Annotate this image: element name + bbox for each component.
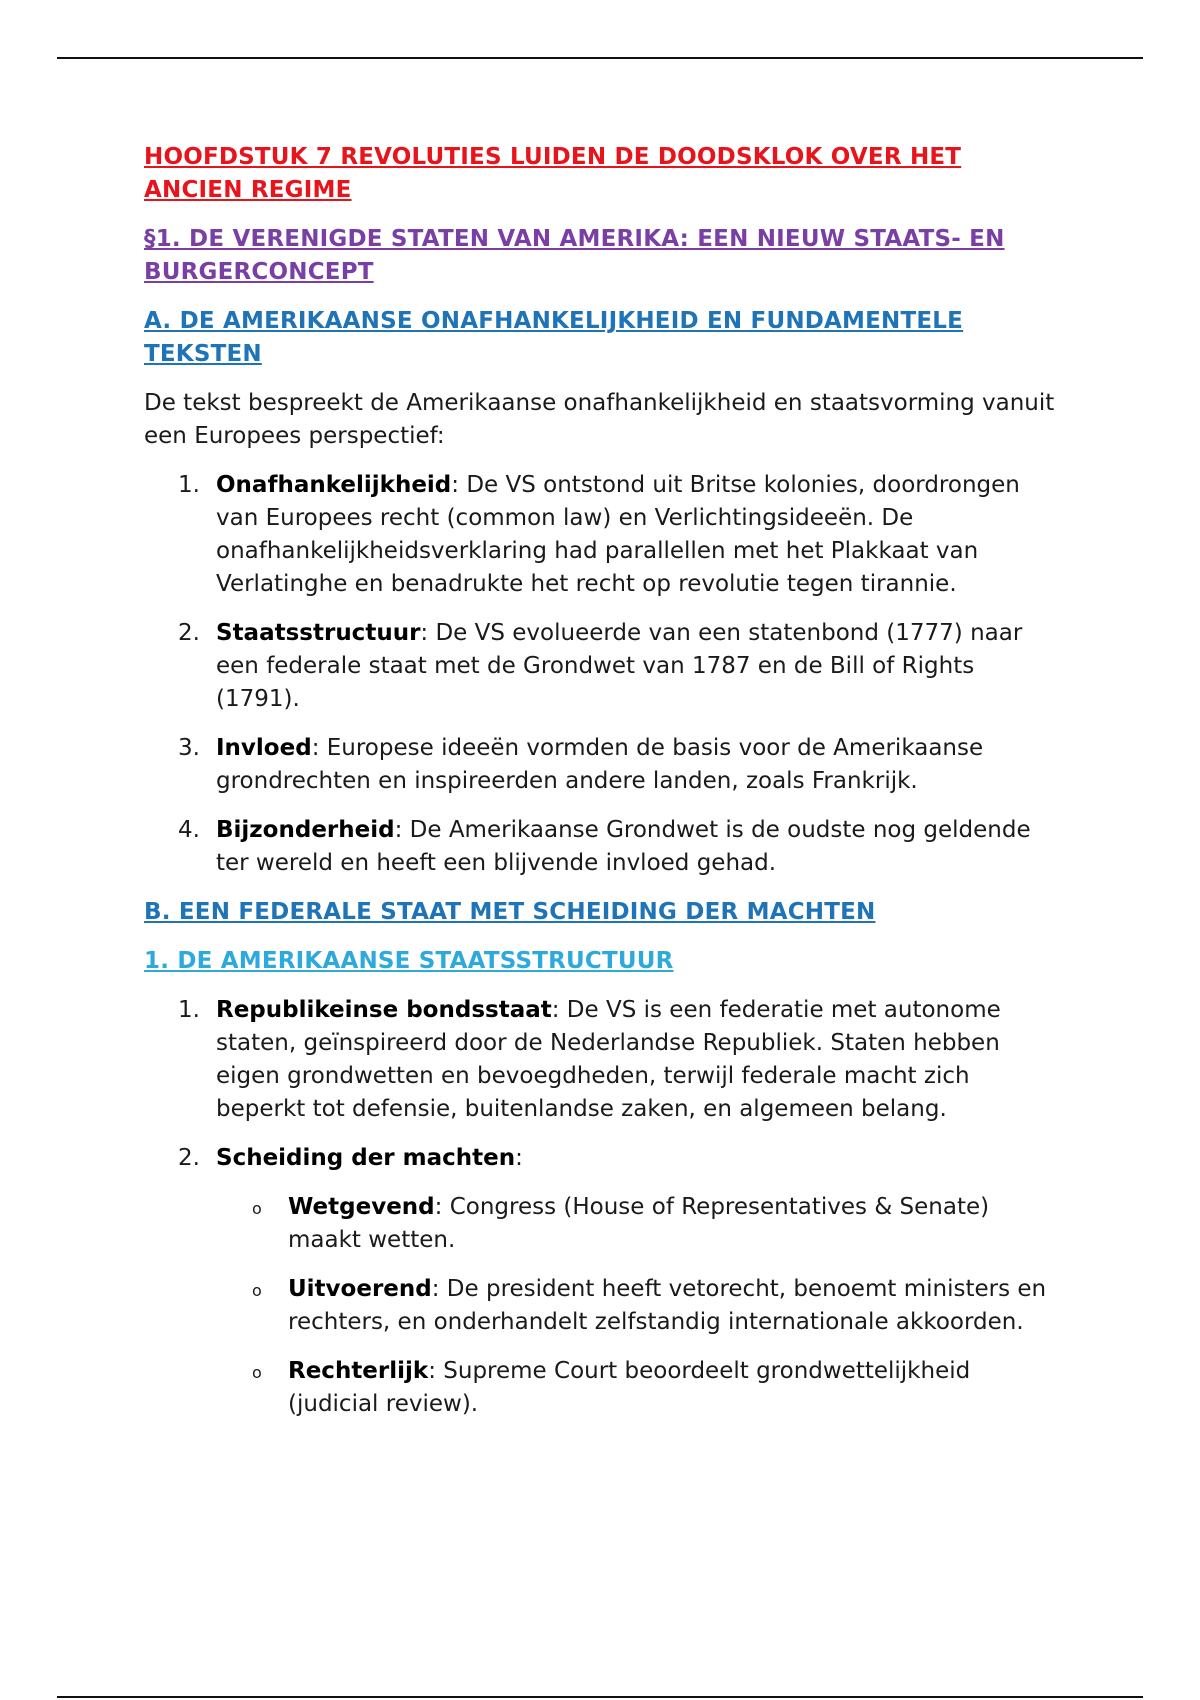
bottom-rule bbox=[57, 1696, 1143, 1698]
section-a-list bbox=[144, 469, 1064, 880]
sublist-term: Uitvoerend bbox=[288, 1276, 432, 1302]
sublist-item bbox=[216, 1191, 1064, 1257]
list-item bbox=[144, 814, 1064, 880]
top-rule bbox=[57, 57, 1143, 59]
list-term: Onafhankelijkheid bbox=[216, 472, 452, 498]
list-term: Invloed bbox=[216, 735, 312, 761]
list-text: : De VS is een federatie met autonome staten, geïnspireerd door de Nederlandse Republiek. Staten hebben eigen grondwetten en bevoegdheden, terwijl federale macht zich beperkt tot defensie, buitenlandse zaken, en algemeen belang. bbox=[216, 997, 1001, 1122]
list-number: 1. bbox=[178, 472, 200, 498]
bullet-icon: o bbox=[252, 1363, 262, 1382]
list-item bbox=[144, 1142, 1064, 1421]
sublist-term: Rechterlijk bbox=[288, 1358, 429, 1384]
list-number: 1. bbox=[178, 997, 200, 1023]
list-item bbox=[144, 732, 1064, 798]
section-b-subheading: 1. DE AMERIKAANSE STAATSSTRUCTUUR bbox=[144, 948, 674, 974]
list-item bbox=[144, 617, 1064, 716]
list-number: 2. bbox=[178, 620, 200, 646]
list-number: 3. bbox=[178, 735, 200, 761]
list-term: Bijzonderheid bbox=[216, 817, 395, 843]
bullet-icon: o bbox=[252, 1199, 262, 1218]
list-text: : De VS evolueerde van een statenbond (1777) naar een federale staat met de Grondwet van 1787 en de Bill of Rights (1791). bbox=[216, 620, 1023, 712]
sublist-text: : De president heeft vetorecht, benoemt ministers en rechters, en onderhandelt zelfstandig internationale akkoorden. bbox=[288, 1276, 1047, 1335]
sublist-text: : Congress (House of Representatives & Senate) maakt wetten. bbox=[288, 1194, 990, 1253]
list-number: 4. bbox=[178, 817, 200, 843]
list-item bbox=[144, 469, 1064, 601]
document-body bbox=[144, 141, 1064, 1437]
list-text: : bbox=[515, 1145, 523, 1171]
section-a-intro: De tekst bespreekt de Amerikaanse onafhankelijkheid en staatsvorming vanuit een Europees perspectief: bbox=[144, 390, 1055, 449]
sublist-text: : Supreme Court beoordeelt grondwettelijkheid (judicial review). bbox=[288, 1358, 971, 1417]
section-b-heading: B. EEN FEDERALE STAAT MET SCHEIDING DER MACHTEN bbox=[144, 899, 876, 925]
list-text: : De Amerikaanse Grondwet is de oudste nog geldende ter wereld en heeft een blijvende invloed gehad. bbox=[216, 817, 1031, 876]
list-term: Staatsstructuur bbox=[216, 620, 421, 646]
chapter-heading: HOOFDSTUK 7 REVOLUTIES LUIDEN DE DOODSKLOK OVER HET ANCIEN REGIME bbox=[144, 144, 962, 203]
section-a-heading: A. DE AMERIKAANSE ONAFHANKELIJKHEID EN FUNDAMENTELE TEKSTEN bbox=[144, 308, 964, 367]
paragraph-heading: §1. DE VERENIGDE STATEN VAN AMERIKA: EEN NIEUW STAATS- EN BURGERCONCEPT bbox=[144, 226, 1005, 285]
list-text: : De VS ontstond uit Britse kolonies, doordrongen van Europees recht (common law) en Verlichtingsideeën. De onafhankelijkheidsverklaring had parallellen met het Plakkaat van Verlatinghe en benadrukte het recht op revolutie tegen tirannie. bbox=[216, 472, 1020, 597]
powers-sublist bbox=[216, 1191, 1064, 1421]
sublist-item bbox=[216, 1273, 1064, 1339]
list-term: Republikeinse bondsstaat bbox=[216, 997, 552, 1023]
sublist-term: Wetgevend bbox=[288, 1194, 435, 1220]
sublist-item bbox=[216, 1355, 1064, 1421]
list-item bbox=[144, 994, 1064, 1126]
list-term: Scheiding der machten bbox=[216, 1145, 516, 1171]
list-text: : Europese ideeën vormden de basis voor de Amerikaanse grondrechten en inspireerden andere landen, zoals Frankrijk. bbox=[216, 735, 984, 794]
bullet-icon: o bbox=[252, 1281, 262, 1300]
list-number: 2. bbox=[178, 1145, 200, 1171]
section-b-list bbox=[144, 994, 1064, 1421]
